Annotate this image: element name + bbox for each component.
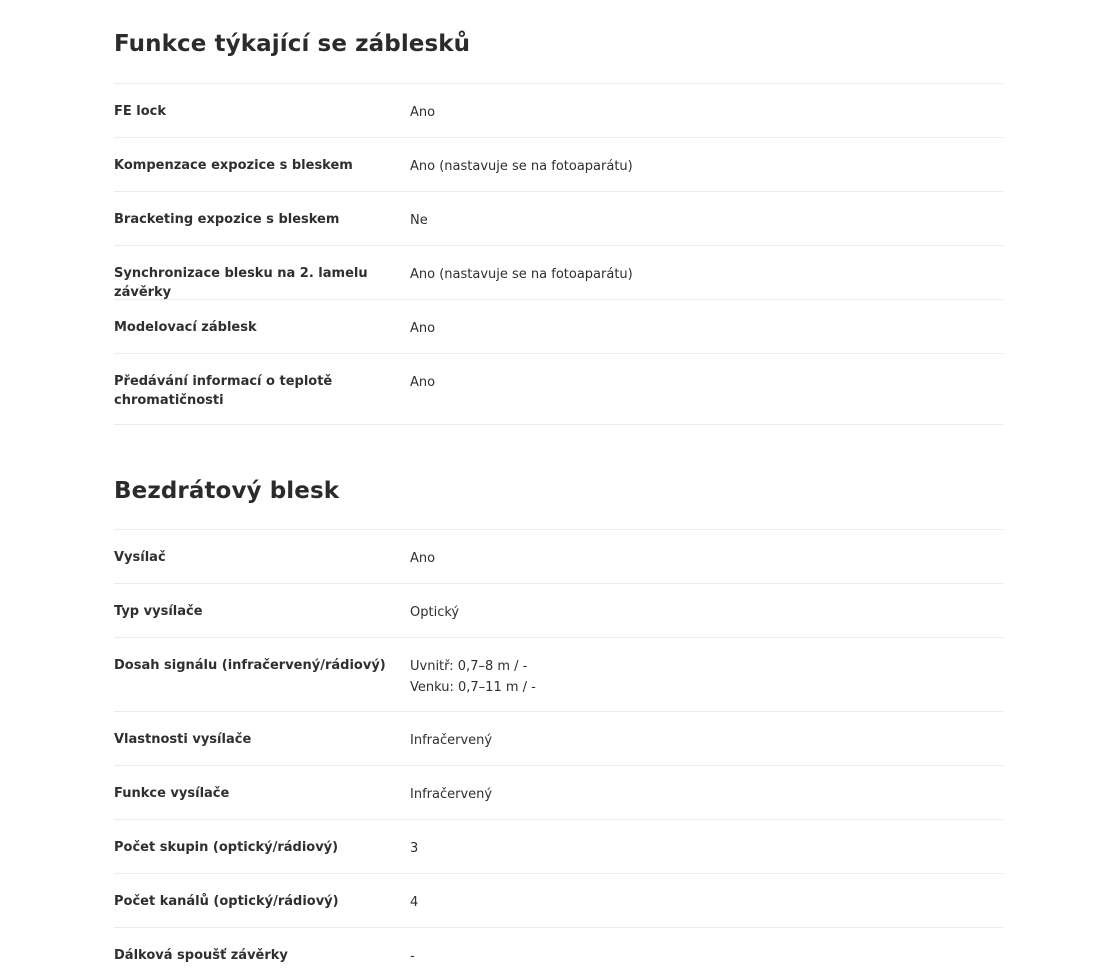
row-label: Počet skupin (optický/rádiový): [114, 840, 339, 855]
row-value: Infračervený: [410, 787, 493, 802]
row-label: Vlastnosti vysílače: [114, 732, 252, 747]
section-title: Funkce týkající se záblesků: [114, 31, 471, 57]
row-label: Funkce vysílače: [114, 786, 230, 801]
table-row: [114, 138, 1003, 192]
row-value: 3: [410, 841, 419, 856]
row-value: Ano: [410, 105, 436, 120]
row-value: -: [410, 949, 415, 964]
row-label: Počet kanálů (optický/rádiový): [114, 894, 339, 909]
section-title: Bezdrátový blesk: [114, 478, 340, 504]
table-row: [114, 530, 1003, 584]
row-label: Kompenzace expozice s bleskem: [114, 158, 353, 173]
table-row: [114, 766, 1003, 820]
section-flash-functions: [114, 30, 1003, 425]
spec-table: [114, 529, 1003, 980]
table-row: [114, 874, 1003, 928]
row-label: Předávání informací o teplotě chromatičnosti: [114, 374, 333, 408]
row-value: Infračervený: [410, 733, 493, 748]
table-row: [114, 712, 1003, 766]
row-label: Dosah signálu (infračervený/rádiový): [114, 658, 386, 673]
row-value: Optický: [410, 605, 460, 620]
row-label: Typ vysílače: [114, 604, 203, 619]
row-value: Uvnitř: 0,7–8 m / - Venku: 0,7–11 m / -: [410, 659, 536, 695]
row-label: Bracketing expozice s bleskem: [114, 212, 340, 227]
row-label: Dálková spoušť závěrky: [114, 948, 288, 963]
table-row: [114, 300, 1003, 354]
table-row: [114, 820, 1003, 874]
row-value: Ano: [410, 375, 436, 390]
row-value: Ano: [410, 321, 436, 336]
row-label: Synchronizace blesku na 2. lamelu závěrky: [114, 266, 368, 300]
row-value: Ano (nastavuje se na fotoaparátu): [410, 267, 633, 282]
section-wireless-flash: [114, 477, 1003, 980]
row-value: Ano (nastavuje se na fotoaparátu): [410, 159, 633, 174]
spec-table: [114, 83, 1003, 425]
row-label: Modelovací záblesk: [114, 320, 257, 335]
table-row: [114, 928, 1003, 980]
table-row: [114, 354, 1003, 425]
row-label: Vysílač: [114, 550, 166, 565]
row-value: 4: [410, 895, 419, 910]
row-value: Ne: [410, 213, 428, 228]
table-row: [114, 246, 1003, 300]
table-row: [114, 584, 1003, 638]
table-row: [114, 192, 1003, 246]
row-label: FE lock: [114, 104, 167, 119]
table-row: [114, 84, 1003, 138]
table-row: [114, 638, 1003, 712]
row-value: Ano: [410, 551, 436, 566]
